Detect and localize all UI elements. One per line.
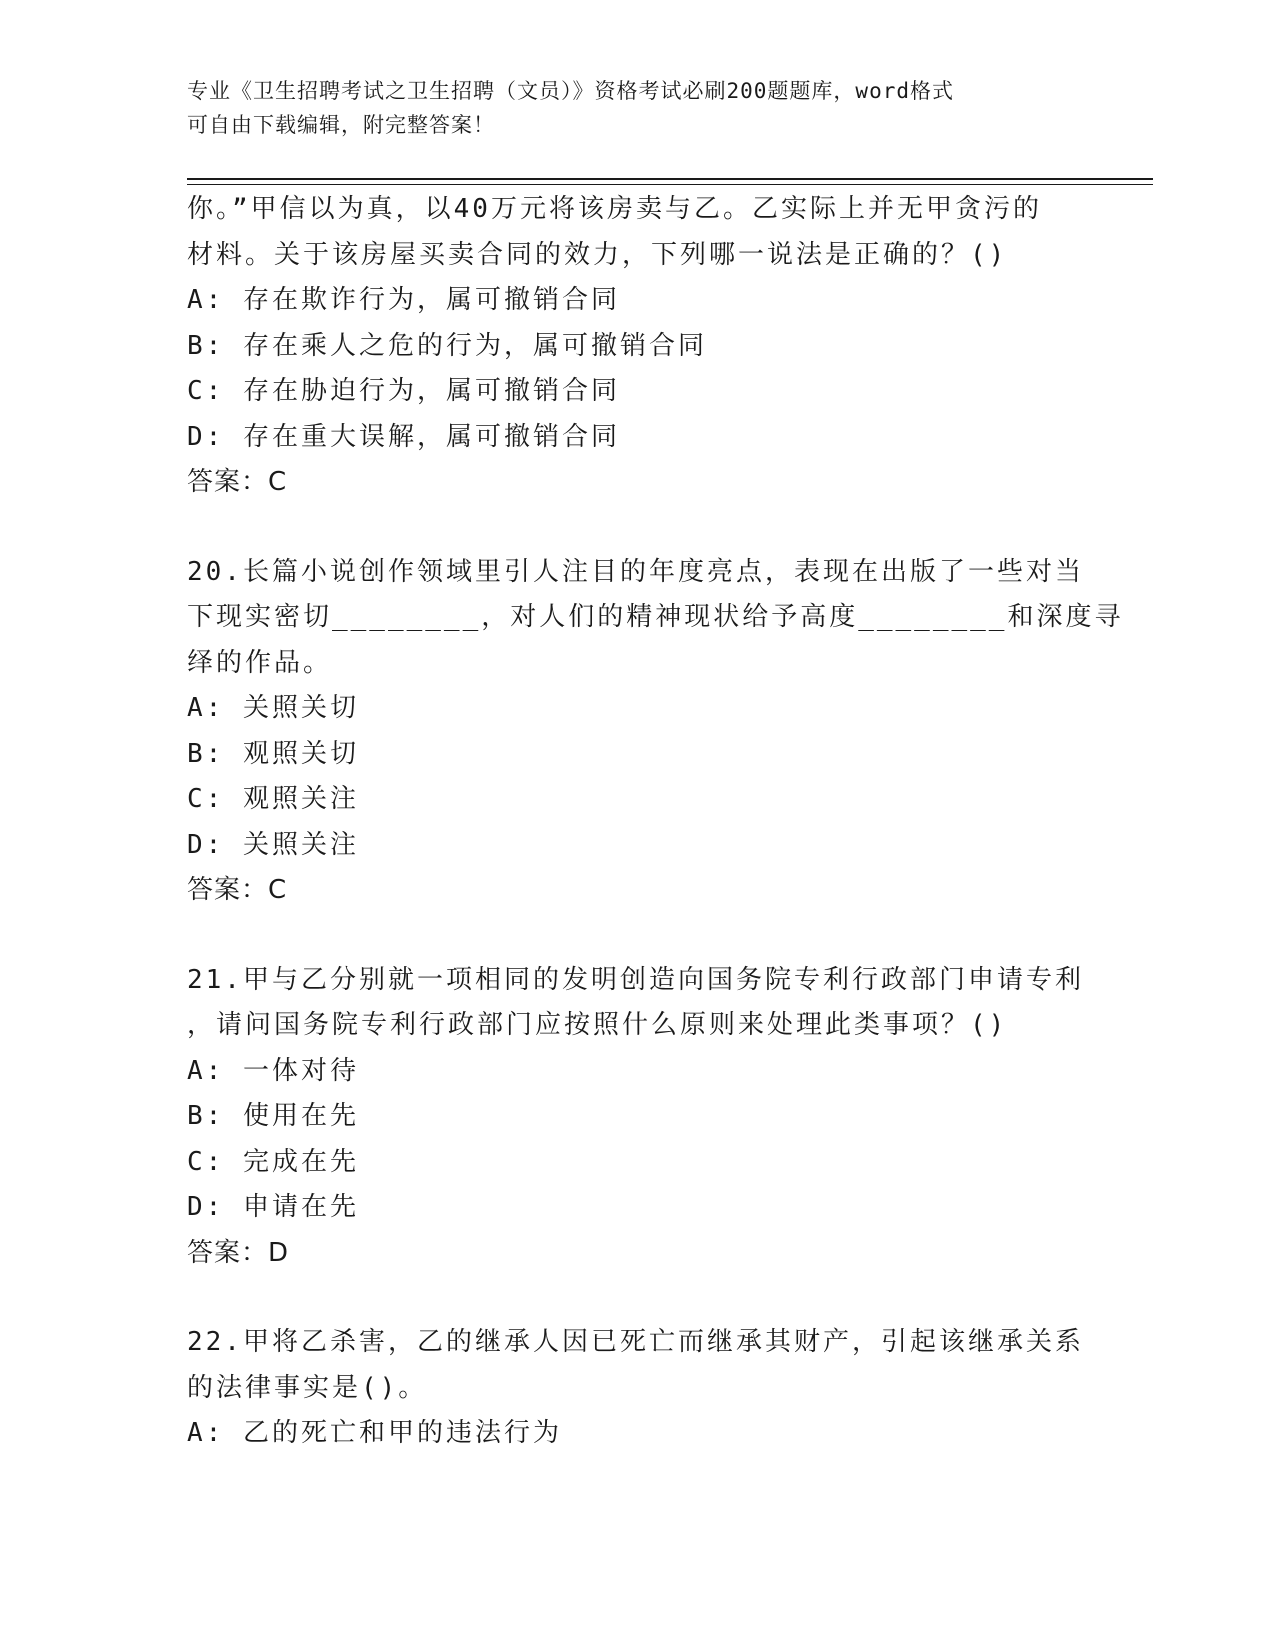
option-b: B: 使用在先 <box>187 1101 359 1131</box>
option-b: B: 观照关切 <box>187 738 359 769</box>
answer-line: 答案：D <box>187 1237 290 1268</box>
option-a: A: 存在欺诈行为，属可撤销合同 <box>187 285 620 315</box>
option-c: C: 观照关注 <box>187 784 359 814</box>
option-a: A: 关照关切 <box>187 693 359 723</box>
question-19-continued <box>187 187 1087 506</box>
question-text-line: 20.长篇小说创作领域里引人注目的年度亮点，表现在出版了一些对当 <box>187 556 1084 587</box>
question-text-line: 绎的作品。 <box>187 647 333 678</box>
option-b: B: 存在乘人之危的行为，属可撤销合同 <box>187 330 707 361</box>
question-content <box>187 187 1124 1457</box>
option-c: C: 完成在先 <box>187 1146 359 1177</box>
question-21 <box>187 958 1087 1277</box>
header-title-line-2: 可自由下载编辑，附完整答案！ <box>187 113 495 137</box>
option-a: A: 一体对待 <box>187 1055 359 1086</box>
question-20 <box>187 550 1124 914</box>
question-text-line: 下现实密切________，对人们的精神现状给予高度________和深度寻 <box>187 602 1124 632</box>
question-22 <box>187 1320 1087 1457</box>
question-text-line: 21.甲与乙分别就一项相同的发明创造向国务院专利行政部门申请专利 <box>187 964 1084 995</box>
page-header <box>187 74 1087 142</box>
option-a: A: 乙的死亡和甲的违法行为 <box>187 1418 562 1448</box>
question-spacer <box>187 1276 1087 1320</box>
header-title-line-1: 专业《卫生招聘考试之卫生招聘（文员）》资格考试必刷200题题库，word格式 <box>187 79 954 103</box>
question-spacer <box>187 506 1087 550</box>
question-text-line: ，请问国务院专利行政部门应按照什么原则来处理此类事项？() <box>187 1010 1008 1040</box>
question-text-line: 材料。关于该房屋买卖合同的效力，下列哪一说法是正确的？() <box>187 239 1008 270</box>
answer-line: 答案：C <box>187 875 288 905</box>
answer-line: 答案：C <box>187 467 288 497</box>
question-text-line: 的法律事实是()。 <box>187 1372 428 1403</box>
option-d: D: 申请在先 <box>187 1192 359 1222</box>
header-divider-thick <box>187 178 1153 180</box>
option-c: C: 存在胁迫行为，属可撤销合同 <box>187 376 620 406</box>
option-d: D: 关照关注 <box>187 829 359 860</box>
option-d: D: 存在重大误解，属可撤销合同 <box>187 421 620 452</box>
question-spacer <box>187 914 1087 958</box>
question-text-line: 22.甲将乙杀害，乙的继承人因已死亡而继承其财产，引起该继承关系 <box>187 1327 1084 1357</box>
question-text-line: 你。”甲信以为真，以40万元将该房卖与乙。乙实际上并无甲贪污的 <box>187 194 1042 224</box>
header-divider-thin <box>187 184 1153 185</box>
